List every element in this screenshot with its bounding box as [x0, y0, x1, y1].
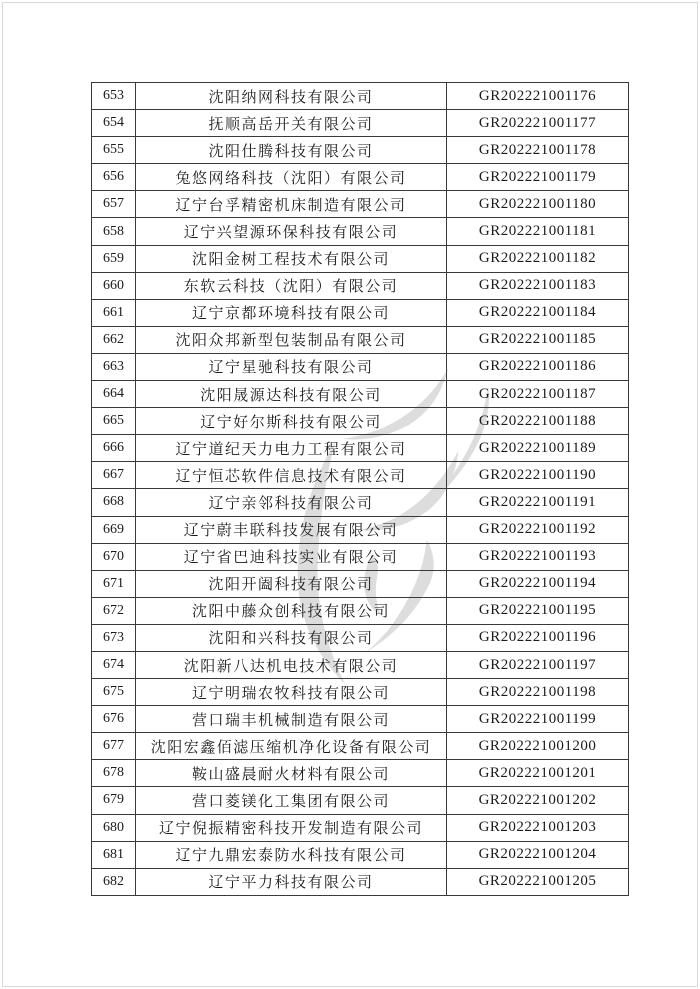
row-number-cell: 669	[92, 516, 136, 543]
company-name-cell: 沈阳中藤众创科技有限公司	[136, 597, 447, 624]
table-row	[92, 733, 629, 760]
company-name-cell: 辽宁倪振精密科技开发制造有限公司	[136, 814, 447, 841]
company-name-cell: 沈阳和兴科技有限公司	[136, 624, 447, 651]
table-row	[92, 570, 629, 597]
certificate-code-cell: GR202221001180	[447, 191, 629, 218]
row-number-cell: 672	[92, 597, 136, 624]
company-name-cell: 抚顺高岳开关有限公司	[136, 110, 447, 137]
company-name-cell: 沈阳仕腾科技有限公司	[136, 137, 447, 164]
table-row	[92, 760, 629, 787]
table-row	[92, 299, 629, 326]
table-row	[92, 245, 629, 272]
row-number-cell: 678	[92, 760, 136, 787]
company-name-cell: 辽宁好尔斯科技有限公司	[136, 408, 447, 435]
table-row	[92, 353, 629, 380]
company-name-cell: 辽宁九鼎宏泰防水科技有限公司	[136, 841, 447, 868]
table-row	[92, 651, 629, 678]
table-row	[92, 110, 629, 137]
certificate-code-cell: GR202221001191	[447, 489, 629, 516]
certificate-code-cell: GR202221001199	[447, 706, 629, 733]
certificate-code-cell: GR202221001196	[447, 624, 629, 651]
company-name-cell: 沈阳新八达机电技术有限公司	[136, 651, 447, 678]
company-name-cell: 沈阳晟源达科技有限公司	[136, 381, 447, 408]
row-number-cell: 676	[92, 706, 136, 733]
table-row	[92, 272, 629, 299]
row-number-cell: 671	[92, 570, 136, 597]
row-number-cell: 656	[92, 164, 136, 191]
row-number-cell: 664	[92, 381, 136, 408]
certificate-code-cell: GR202221001190	[447, 462, 629, 489]
row-number-cell: 682	[92, 868, 136, 895]
company-name-cell: 辽宁恒芯软件信息技术有限公司	[136, 462, 447, 489]
table-row	[92, 543, 629, 570]
table-row	[92, 381, 629, 408]
certificate-code-cell: GR202221001176	[447, 83, 629, 110]
certificate-code-cell: GR202221001179	[447, 164, 629, 191]
table-row	[92, 841, 629, 868]
certificate-code-cell: GR202221001182	[447, 245, 629, 272]
row-number-cell: 675	[92, 679, 136, 706]
table-row	[92, 83, 629, 110]
certificate-code-cell: GR202221001181	[447, 218, 629, 245]
company-name-cell: 辽宁兴望源环保科技有限公司	[136, 218, 447, 245]
table-row	[92, 624, 629, 651]
table-row	[92, 191, 629, 218]
registration-table	[91, 82, 629, 896]
company-name-cell: 辽宁道纪天力电力工程有限公司	[136, 435, 447, 462]
certificate-code-cell: GR202221001195	[447, 597, 629, 624]
certificate-code-cell: GR202221001183	[447, 272, 629, 299]
row-number-cell: 674	[92, 651, 136, 678]
table-body	[92, 83, 629, 896]
company-name-cell: 辽宁省巴迪科技实业有限公司	[136, 543, 447, 570]
company-name-cell: 辽宁蔚丰联科技发展有限公司	[136, 516, 447, 543]
certificate-code-cell: GR202221001203	[447, 814, 629, 841]
certificate-code-cell: GR202221001198	[447, 679, 629, 706]
certificate-code-cell: GR202221001177	[447, 110, 629, 137]
table-row	[92, 706, 629, 733]
company-name-cell: 沈阳众邦新型包装制品有限公司	[136, 326, 447, 353]
row-number-cell: 661	[92, 299, 136, 326]
row-number-cell: 660	[92, 272, 136, 299]
certificate-code-cell: GR202221001194	[447, 570, 629, 597]
row-number-cell: 653	[92, 83, 136, 110]
company-name-cell: 辽宁亲邻科技有限公司	[136, 489, 447, 516]
table-row	[92, 787, 629, 814]
certificate-code-cell: GR202221001186	[447, 353, 629, 380]
certificate-code-cell: GR202221001202	[447, 787, 629, 814]
table-row	[92, 462, 629, 489]
row-number-cell: 677	[92, 733, 136, 760]
certificate-code-cell: GR202221001187	[447, 381, 629, 408]
table-row	[92, 597, 629, 624]
company-name-cell: 营口菱镁化工集团有限公司	[136, 787, 447, 814]
row-number-cell: 679	[92, 787, 136, 814]
certificate-code-cell: GR202221001205	[447, 868, 629, 895]
row-number-cell: 658	[92, 218, 136, 245]
table-row	[92, 868, 629, 895]
company-name-cell: 辽宁星驰科技有限公司	[136, 353, 447, 380]
certificate-code-cell: GR202221001188	[447, 408, 629, 435]
table-row	[92, 137, 629, 164]
certificate-code-cell: GR202221001204	[447, 841, 629, 868]
company-name-cell: 沈阳金树工程技术有限公司	[136, 245, 447, 272]
row-number-cell: 663	[92, 353, 136, 380]
row-number-cell: 668	[92, 489, 136, 516]
row-number-cell: 654	[92, 110, 136, 137]
row-number-cell: 659	[92, 245, 136, 272]
certificate-code-cell: GR202221001193	[447, 543, 629, 570]
certificate-code-cell: GR202221001200	[447, 733, 629, 760]
row-number-cell: 662	[92, 326, 136, 353]
row-number-cell: 673	[92, 624, 136, 651]
company-name-cell: 兔悠网络科技（沈阳）有限公司	[136, 164, 447, 191]
table-row	[92, 218, 629, 245]
certificate-code-cell: GR202221001184	[447, 299, 629, 326]
company-name-cell: 辽宁明瑞农牧科技有限公司	[136, 679, 447, 706]
table-row	[92, 679, 629, 706]
table-row	[92, 814, 629, 841]
company-name-cell: 辽宁台孚精密机床制造有限公司	[136, 191, 447, 218]
certificate-code-cell: GR202221001201	[447, 760, 629, 787]
table-row	[92, 489, 629, 516]
table-row	[92, 435, 629, 462]
company-name-cell: 营口瑞丰机械制造有限公司	[136, 706, 447, 733]
certificate-code-cell: GR202221001192	[447, 516, 629, 543]
row-number-cell: 670	[92, 543, 136, 570]
row-number-cell: 665	[92, 408, 136, 435]
row-number-cell: 655	[92, 137, 136, 164]
certificate-code-cell: GR202221001185	[447, 326, 629, 353]
table-row	[92, 326, 629, 353]
table-row	[92, 164, 629, 191]
certificate-code-cell: GR202221001178	[447, 137, 629, 164]
row-number-cell: 666	[92, 435, 136, 462]
certificate-code-cell: GR202221001189	[447, 435, 629, 462]
company-name-cell: 辽宁京都环境科技有限公司	[136, 299, 447, 326]
company-name-cell: 东软云科技（沈阳）有限公司	[136, 272, 447, 299]
company-name-cell: 鞍山盛晨耐火材料有限公司	[136, 760, 447, 787]
row-number-cell: 657	[92, 191, 136, 218]
table-row	[92, 408, 629, 435]
row-number-cell: 680	[92, 814, 136, 841]
table-row	[92, 516, 629, 543]
certificate-code-cell: GR202221001197	[447, 651, 629, 678]
company-name-cell: 沈阳纳网科技有限公司	[136, 83, 447, 110]
company-name-cell: 沈阳宏鑫佰滤压缩机净化设备有限公司	[136, 733, 447, 760]
company-name-cell: 沈阳开阖科技有限公司	[136, 570, 447, 597]
company-name-cell: 辽宁平力科技有限公司	[136, 868, 447, 895]
row-number-cell: 667	[92, 462, 136, 489]
row-number-cell: 681	[92, 841, 136, 868]
